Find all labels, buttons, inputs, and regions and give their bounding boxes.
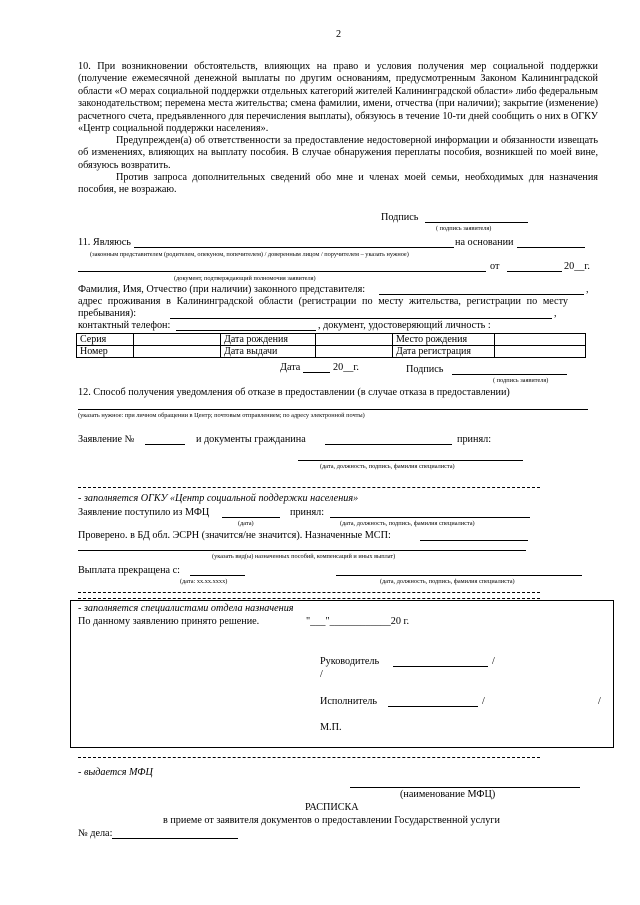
date-year: 20__г. (333, 362, 359, 373)
center-hint-stopdate: (дата: хх.хх.хххх) (180, 578, 228, 585)
date-sign-label: Подпись (406, 364, 444, 375)
center-accepted-line[interactable] (330, 517, 530, 518)
dept-executor-label: Исполнитель (320, 696, 377, 707)
page-number: 2 (336, 29, 342, 40)
center-accepted: принял: (290, 507, 325, 518)
s11-iam: 11. Являюсь (78, 237, 131, 248)
s11-hint2: (документ, подтверждающий полномочия заявителя) (174, 275, 316, 282)
center-hint-spec2: (дата, должность, подпись, фамилия специалиста) (380, 578, 515, 585)
s11-basis-line[interactable] (517, 247, 585, 248)
table-cell-input[interactable] (134, 346, 221, 358)
date-line[interactable] (303, 372, 330, 373)
mfc-name-hint: (наименование МФЦ) (400, 789, 496, 800)
center-stopped-line[interactable] (190, 575, 245, 576)
center-stopped: Выплата прекращена с: (78, 565, 180, 576)
s11-fio-comma: , (586, 284, 589, 295)
application-docs-label: и документы гражданина (196, 434, 306, 445)
table-cell-input[interactable] (134, 334, 221, 346)
s11-from: от (490, 261, 500, 272)
center-benefits-line[interactable] (78, 550, 526, 551)
dept-date: "___"____________20 г. (306, 616, 410, 627)
center-title: - заполняется ОГКУ «Центр социальной поддержки населения» (78, 493, 359, 504)
dept-head-label: Руководитель (320, 656, 380, 667)
mfc-receipt-sub: в приеме от заявителя документов о предоставлении Государственной услуги (163, 815, 500, 826)
mfc-receipt: РАСПИСКА (305, 802, 359, 813)
s12-line[interactable] (78, 409, 588, 410)
s11-from-line[interactable] (507, 271, 562, 272)
dept-head-slash2: / (320, 669, 323, 680)
paragraph-warned: Предупрежден(а) об ответственности за предоставление недостоверной информации и обязанности извещать об изменениях, влияющих на выплату пособия. В случае обнаружения переплаты пособия, возникшей по моей вине, обязуюсь возвратить. (78, 135, 598, 171)
application-hint: (дата, должность, подпись, фамилия специалиста) (320, 463, 455, 470)
paragraph-consent: Против запроса дополнительных сведений обо мне и членах моей семьи, необходимых для назначения пособия, не возражаю. (78, 172, 598, 196)
s11-address: адрес проживания в Калининградской области (регистрации по месту жительства, регистрации по месту пребывания): (78, 296, 568, 320)
signature-line[interactable] (425, 222, 528, 223)
divider (78, 487, 540, 488)
date-sign-hint: ( подпись заявителя) (493, 377, 549, 384)
date-label: Дата (280, 362, 301, 373)
center-checked: Проверено. в БД обл. ЭСРН (значится/не значится). Назначенные МСП: (78, 530, 391, 541)
table-cell-input[interactable] (316, 334, 393, 346)
s11-year: 20__г. (564, 261, 590, 272)
s11-address-line[interactable] (170, 318, 552, 319)
id-document-table (76, 333, 586, 358)
s11-fio: Фамилия, Имя, Отчество (при наличии) законного представителя: (78, 284, 366, 295)
dept-decision: По данному заявлению принято решение. (78, 616, 260, 627)
application-number-label: Заявление № (78, 434, 135, 445)
dept-head-slash: / (492, 656, 495, 667)
divider (78, 757, 540, 758)
application-specialist-line[interactable] (298, 460, 523, 461)
divider (78, 598, 540, 599)
mfc-title: - выдается МФЦ (78, 767, 153, 778)
dept-mp: М.П. (320, 722, 342, 733)
application-number-line[interactable] (145, 444, 185, 445)
dept-head-line[interactable] (393, 666, 488, 667)
s12-hint: (указать нужное: при личном обращении в Центр; почтовым отправлением; по адресу электронной почты) (78, 412, 365, 419)
center-hint-date: (дата) (238, 520, 254, 527)
s11-hint1: (законным представителем (родителем, опекуном, попечителем) / доверенным лицом / поручителем – указать нужное) (90, 251, 409, 258)
date-sign-line[interactable] (452, 374, 567, 375)
s11-fio-line[interactable] (379, 294, 584, 295)
s11-phone-line[interactable] (176, 330, 316, 331)
table-cell: Серия (77, 334, 134, 346)
table-cell-input[interactable] (495, 346, 586, 358)
table-row (77, 334, 586, 346)
table-cell: Дата рождения (221, 334, 316, 346)
paragraph-10: 10. При возникновении обстоятельств, влияющих на право и условия получения мер социальной поддержки (получение ежемесячной денежной выплаты по другим основаниям, предусмотренным Законом Калининградской области «О мерах социальной поддержки отдельных категорий жителей Калининградской области» либо федеральным законодательством; перемена места жительства; смена фамилии, имени, отчества (при наличии); закрытие (изменение) расчетного счета, предъявленного для перечисления выплаты), обязуюсь в течение 10-ти дней сообщить о них в ОГКУ «Центр социальной поддержки населения». (78, 61, 598, 135)
center-received: Заявление поступило из МФЦ (78, 507, 210, 518)
table-cell: Место рождения (393, 334, 495, 346)
dept-title: - заполняется специалистами отдела назначения (78, 603, 294, 614)
mfc-name-line[interactable] (350, 787, 580, 788)
signature-hint: ( подпись заявителя) (436, 225, 492, 232)
mfc-case-line[interactable] (112, 838, 238, 839)
table-row (77, 346, 586, 358)
s11-phone: контактный телефон: (78, 320, 171, 331)
center-spec2-line[interactable] (336, 575, 582, 576)
divider (78, 592, 540, 593)
center-hint-benefits: (указать вид(ы) назначенных пособий, компенсаций и иных выплат) (212, 553, 396, 560)
application-accepted-label: принял: (457, 434, 492, 445)
s11-doc: , документ, удостоверяющий личность : (318, 320, 491, 331)
mfc-case-label: № дела: (78, 828, 113, 839)
dept-executor-slash2: / (598, 696, 601, 707)
s11-role-line[interactable] (134, 247, 454, 248)
s11-address-comma: , (554, 308, 557, 319)
application-citizen-line[interactable] (325, 444, 452, 445)
dept-executor-slash: / (482, 696, 485, 707)
s11-doc-line[interactable] (78, 271, 486, 272)
s11-basis: на основании (455, 237, 514, 248)
dept-executor-line[interactable] (388, 706, 478, 707)
table-cell-input[interactable] (495, 334, 586, 346)
center-checked-line[interactable] (420, 540, 528, 541)
table-cell: Дата выдачи (221, 346, 316, 358)
table-cell: Дата регистрация (393, 346, 495, 358)
center-hint-spec: (дата, должность, подпись, фамилия специалиста) (340, 520, 475, 527)
table-cell: Номер (77, 346, 134, 358)
signature-label: Подпись (381, 212, 419, 223)
table-cell-input[interactable] (316, 346, 393, 358)
center-received-line[interactable] (222, 517, 280, 518)
s12-title: 12. Способ получения уведомления об отказе в предоставлении (в случае отказа в предоставлении) (78, 387, 510, 398)
